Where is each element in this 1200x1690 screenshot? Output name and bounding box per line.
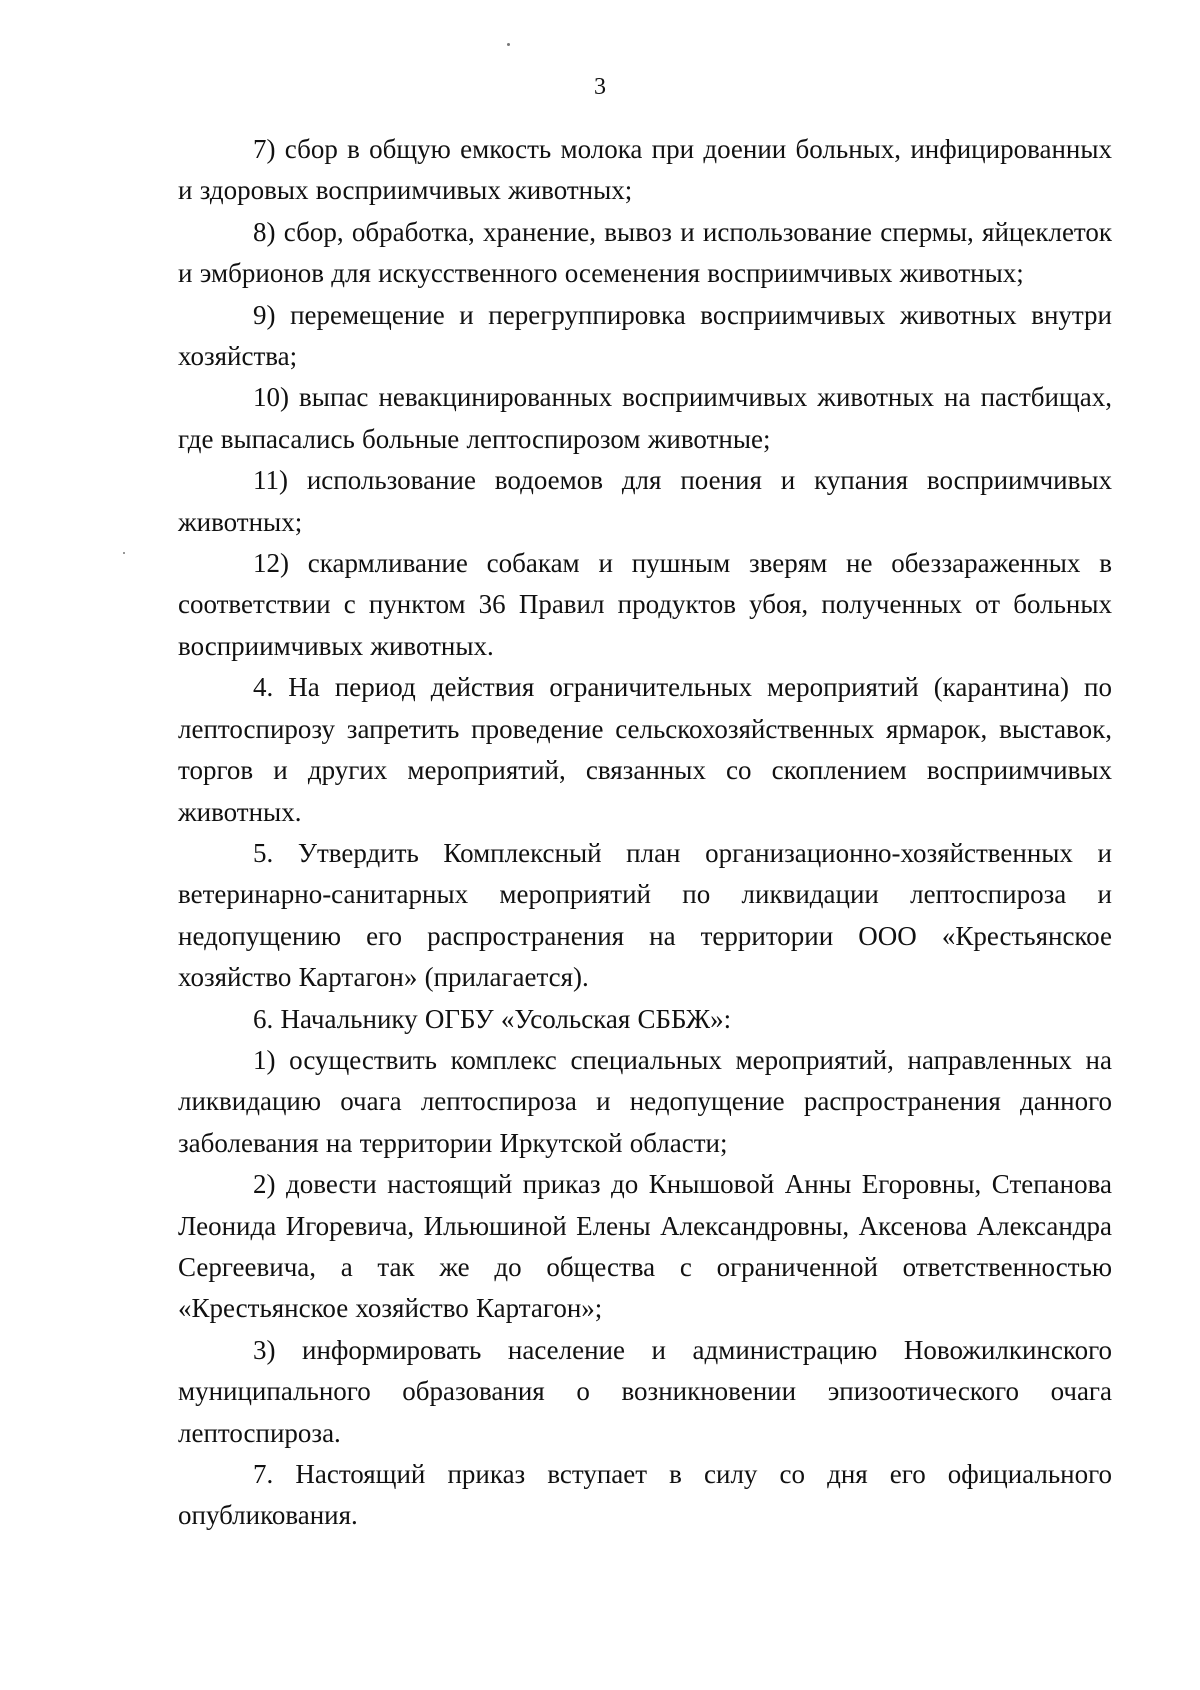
scan-speck	[123, 552, 125, 554]
clause-6-item-3: 3) информировать население и администрацию Новожилкинского муниципального образования о возникновении эпизоотического очага лептоспироза.	[178, 1334, 1112, 1448]
clause-6-item-1: 1) осуществить комплекс специальных мероприятий, направленных на ликвидацию очага лептоспироза и недопущение распространения данного заболевания на территории Иркутской области;	[178, 1044, 1112, 1158]
list-item-10: 10) выпас невакцинированных восприимчивых животных на пастбищах, где выпасались больные лептоспирозом животные;	[178, 382, 1112, 454]
list-item-12: 12) скармливание собакам и пушным зверям не обеззараженных в соответствии с пунктом 36 Правил продуктов убоя, полученных от больных восприимчивых животных.	[178, 548, 1112, 661]
clause-7: 7. Настоящий приказ вступает в силу со дня его официального опубликования.	[178, 1459, 1112, 1531]
scan-speck	[507, 43, 510, 46]
list-item-11: 11) использование водоемов для поения и купания восприимчивых животных;	[178, 465, 1112, 537]
clause-6: 6. Начальнику ОГБУ «Усольская СББЖ»:	[253, 1003, 732, 1034]
clause-6-item-2: 2) довести настоящий приказ до Кнышовой Анны Егоровны, Степанова Леонида Игоревича, Ильюшиной Елены Александровны, Аксенова Александра Сергеевича, а так же до общества с ограниченной ответственностью «Крестьянское хозяйство Картагон»;	[178, 1169, 1112, 1324]
document-body	[178, 129, 1112, 1537]
list-item-9: 9) перемещение и перегруппировка восприимчивых животных внутри хозяйства;	[178, 299, 1112, 372]
list-item-8: 8) сбор, обработка, хранение, вывоз и использование спермы, яйцеклеток и эмбрионов для искусственного осеменения восприимчивых животных;	[178, 216, 1112, 289]
list-item-7: 7) сбор в общую емкость молока при доении больных, инфицированных и здоровых восприимчивых животных;	[178, 134, 1112, 206]
page-number: 3	[594, 74, 606, 100]
clause-5: 5. Утвердить Комплексный план организационно-хозяйственных и ветеринарно-санитарных мероприятий по ликвидации лептоспироза и недопущению его распространения на территории ООО «Крестьянское хозяйство Картагон» (прилагается).	[178, 837, 1112, 993]
clause-4: 4. На период действия ограничительных мероприятий (карантина) по лептоспирозу запретить проведение сельскохозяйственных ярмарок, выставок, торгов и других мероприятий, связанных со скоплением восприимчивых животных.	[178, 672, 1112, 827]
